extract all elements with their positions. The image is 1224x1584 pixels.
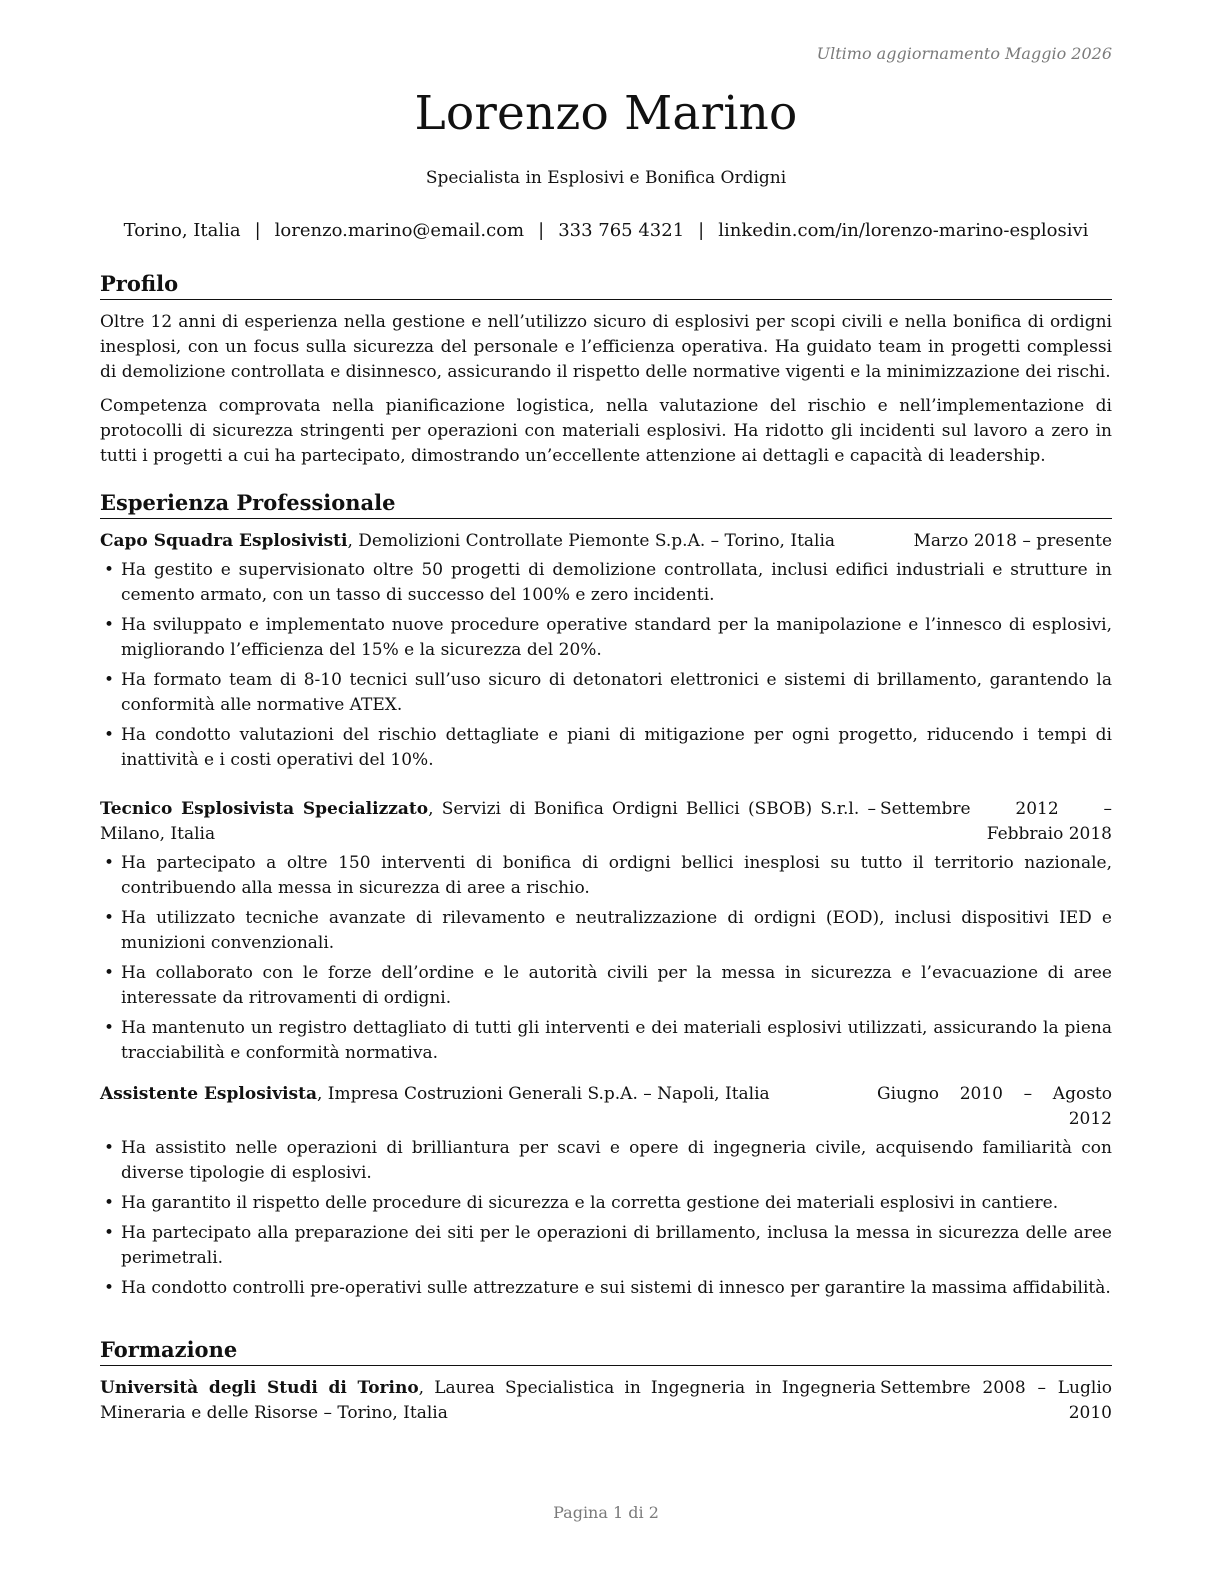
bullet-icon: • xyxy=(104,1278,115,1298)
job-header xyxy=(100,797,1112,847)
page-number: Pagina 1 di 2 xyxy=(553,1503,659,1522)
bullet-text: Ha formato team di 8-10 tecnici sull’uso sicuro di detonatori elettronici e sistemi di brillamento, garantendo la conformità alle normative ATEX. xyxy=(121,670,1112,715)
job-entry xyxy=(100,529,1112,773)
bullet-icon: • xyxy=(104,908,115,928)
section-title-profile: Profilo xyxy=(100,270,1112,300)
education-school: Università degli Studi di Torino xyxy=(100,1378,419,1398)
list-item xyxy=(100,1276,1112,1301)
profile-paragraph: Competenza comprovata nella pianificazione logistica, nella valutazione del rischio e nell’implementazione di protocolli di sicurezza stringenti per operazioni con materiali esplosivi. Ha ridotto gli incidenti sul lavoro a zero in tutti i progetti a cui ha partecipato, dimostrando un’eccellente attenzione ai dettagli e capacità di leadership. xyxy=(100,396,1112,466)
job-dates: Marzo 2018 – presente xyxy=(913,531,1112,551)
bullet-text: Ha utilizzato tecniche avanzate di rilevamento e neutralizzazione di ordigni (EOD), inclusi dispositivi IED e munizioni convenzionali. xyxy=(121,908,1112,953)
experience-section xyxy=(100,489,1112,1317)
list-item xyxy=(100,961,1112,1011)
bullet-text: Ha collaborato con le forze dell’ordine e le autorità civili per la messa in sicurezza e l’evacuazione di aree interessate da ritrovamenti di ordigni. xyxy=(121,963,1112,1008)
list-item xyxy=(100,906,1112,956)
job-dates: Settembre 2012 – Febbraio 2018 xyxy=(880,799,1112,844)
list-item xyxy=(100,1136,1112,1186)
job-bullets xyxy=(100,1136,1112,1301)
job-title-line xyxy=(100,797,880,847)
contact-city: Torino, Italia xyxy=(123,220,241,241)
list-item xyxy=(100,723,1112,773)
job-title-line xyxy=(100,529,913,554)
last-updated-note: Ultimo aggiornamento Maggio 2026 xyxy=(816,44,1112,63)
resume-page xyxy=(100,0,1112,1584)
section-title-education: Formazione xyxy=(100,1336,1112,1366)
job-entry xyxy=(100,1082,1112,1301)
contact-separator: | xyxy=(698,220,705,241)
bullet-text: Ha partecipato alla preparazione dei siti per le operazioni di brillamento, inclusa la messa in sicurezza delle aree perimetrali. xyxy=(121,1223,1112,1268)
bullet-text: Ha sviluppato e implementato nuove procedure operative standard per la manipolazione e l’innesco di esplosivi, migliorando l’efficienza del 15% e la sicurezza del 20%. xyxy=(121,615,1112,660)
bullet-icon: • xyxy=(104,1223,115,1243)
bullet-text: Ha condotto controlli pre-operativi sulle attrezzature e sui sistemi di innesco per garantire la massima affidabilità. xyxy=(121,1278,1111,1298)
candidate-name: Lorenzo Marino xyxy=(414,86,798,141)
education-dates: Settembre 2008 – Luglio 2010 xyxy=(880,1378,1112,1423)
contact-separator: | xyxy=(254,220,261,241)
job-bullets xyxy=(100,851,1112,1066)
job-dates: Giugno 2010 – Agosto 2012 xyxy=(877,1084,1112,1129)
section-title-experience: Esperienza Professionale xyxy=(100,489,1112,519)
bullet-text: Ha condotto valutazioni del rischio dettagliate e piani di mitigazione per ogni progetto, riducendo i tempi di inattività e i costi operativi del 10%. xyxy=(121,725,1112,770)
list-item xyxy=(100,558,1112,608)
contact-phone[interactable]: 333 765 4321 xyxy=(558,220,685,241)
job-title-line xyxy=(100,1082,877,1107)
contact-separator: | xyxy=(538,220,545,241)
candidate-subtitle: Specialista in Esplosivi e Bonifica Ordigni xyxy=(425,168,787,188)
job-role: Capo Squadra Esplosivisti xyxy=(100,531,348,551)
bullet-icon: • xyxy=(104,963,115,983)
list-item xyxy=(100,1016,1112,1066)
job-company: , Impresa Costruzioni Generali S.p.A. – Napoli, Italia xyxy=(317,1084,770,1104)
education-title-line xyxy=(100,1376,880,1426)
bullet-icon: • xyxy=(104,615,115,635)
profile-paragraph: Oltre 12 anni di esperienza nella gestione e nell’utilizzo sicuro di esplosivi per scopi civili e nella bonifica di ordigni inesplosi, con un focus sulla sicurezza del personale e l’efficienza operativa. Ha guidato team in progetti complessi di demolizione controllata e disinnesco, assicurando il rispetto delle normative vigenti e la minimizzazione dei rischi. xyxy=(100,312,1112,382)
education-section xyxy=(100,1336,1112,1442)
education-entry xyxy=(100,1376,1112,1426)
bullet-icon: • xyxy=(104,1018,115,1038)
list-item xyxy=(100,1191,1112,1216)
bullet-icon: • xyxy=(104,725,115,745)
bullet-icon: • xyxy=(104,560,115,580)
contact-linkedin[interactable]: linkedin.com/in/lorenzo-marino-esplosivi xyxy=(718,220,1089,241)
job-entry xyxy=(100,797,1112,1066)
contact-line xyxy=(100,220,1112,241)
bullet-text: Ha partecipato a oltre 150 interventi di bonifica di ordigni bellici inesplosi su tutto il territorio nazionale, contribuendo alla messa in sicurezza di aree a rischio. xyxy=(121,853,1112,898)
job-bullets xyxy=(100,558,1112,773)
list-item xyxy=(100,851,1112,901)
education-header xyxy=(100,1376,1112,1426)
bullet-text: Ha garantito il rispetto delle procedure di sicurezza e la corretta gestione dei materiali esplosivi in cantiere. xyxy=(121,1193,1059,1213)
bullet-icon: • xyxy=(104,853,115,873)
bullet-text: Ha assistito nelle operazioni di brilliantura per scavi e opere di ingegneria civile, acquisendo familiarità con diverse tipologie di esplosivi. xyxy=(121,1138,1112,1183)
education-degree: , Laurea Specialistica in Ingegneria in Ingegneria Mineraria e delle Risorse – Torino, Italia xyxy=(100,1378,876,1423)
bullet-text: Ha mantenuto un registro dettagliato di tutti gli interventi e dei materiali esplosivi utilizzati, assicurando la piena tracciabilità e conformità normativa. xyxy=(121,1018,1112,1063)
job-company: , Servizi di Bonifica Ordigni Bellici (SBOB) S.r.l. – Milano, Italia xyxy=(100,799,876,844)
bullet-icon: • xyxy=(104,670,115,690)
list-item xyxy=(100,668,1112,718)
bullet-icon: • xyxy=(104,1138,115,1158)
job-header xyxy=(100,1082,1112,1132)
job-header xyxy=(100,529,1112,554)
profile-section xyxy=(100,270,1112,478)
job-role: Tecnico Esplosivista Specializzato xyxy=(100,799,429,819)
job-role: Assistente Esplosivista xyxy=(100,1084,317,1104)
job-company: , Demolizioni Controllate Piemonte S.p.A. – Torino, Italia xyxy=(347,531,836,551)
bullet-icon: • xyxy=(104,1193,115,1213)
list-item xyxy=(100,1221,1112,1271)
list-item xyxy=(100,613,1112,663)
bullet-text: Ha gestito e supervisionato oltre 50 progetti di demolizione controllata, inclusi edifici industriali e strutture in cemento armato, con un tasso di successo del 100% e zero incidenti. xyxy=(121,560,1112,605)
contact-email[interactable]: lorenzo.marino@email.com xyxy=(274,220,525,241)
